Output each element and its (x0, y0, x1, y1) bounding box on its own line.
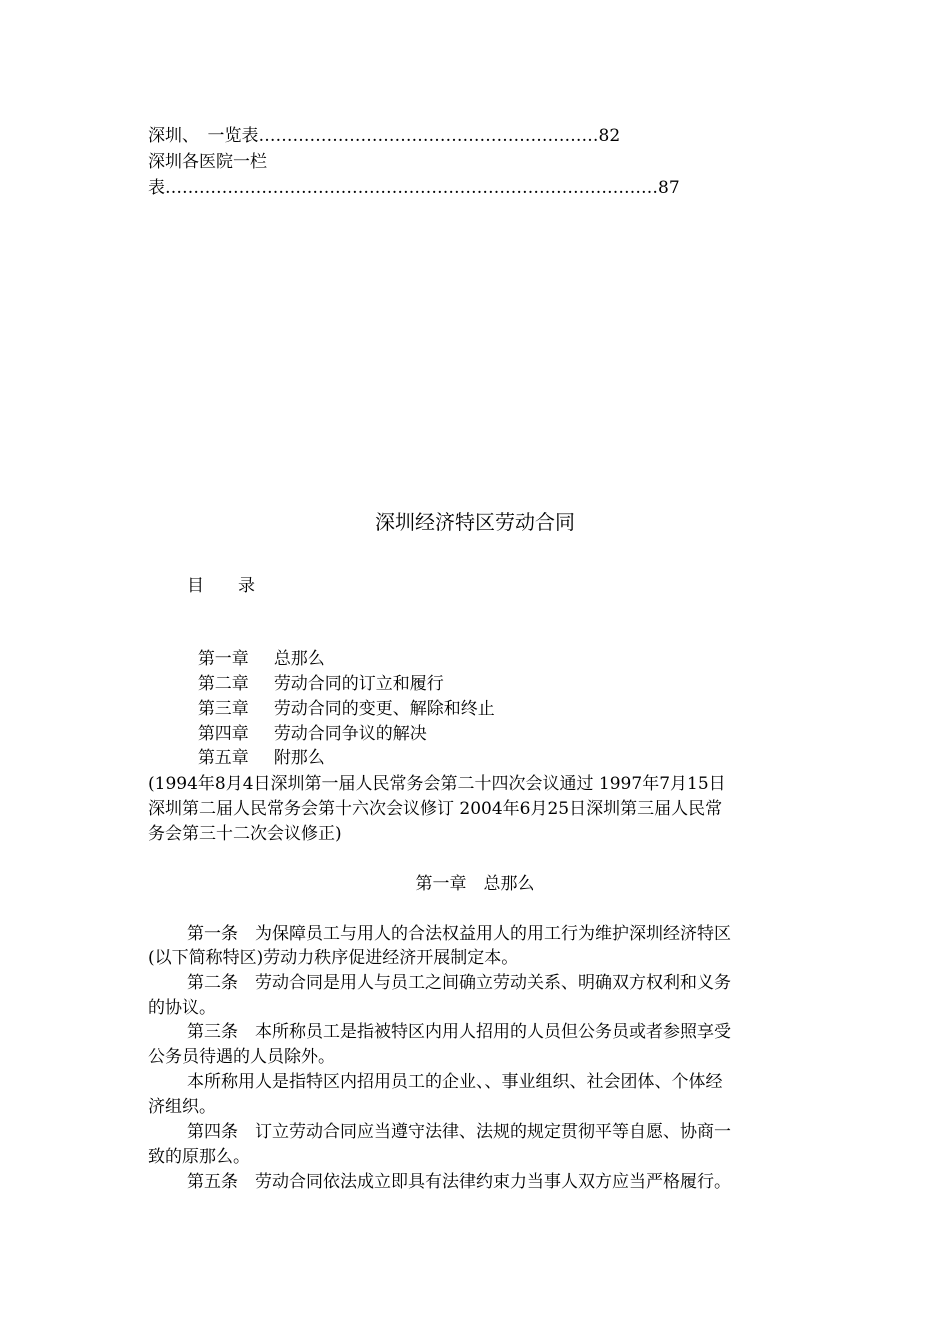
chapter-number: 第一章 (197, 649, 249, 669)
article-line: 公务员待遇的人员除外。 (148, 1047, 335, 1067)
toc-entry-line: 深圳、 一览表……………………………………………………82 (148, 126, 621, 146)
article-line: (以下简称特区)劳动力秩序促进经济开展制定本。 (148, 948, 519, 968)
chapter-number: 第二章 (197, 674, 249, 694)
chapter-list-item (187, 722, 325, 770)
article-line: 第五条 劳动合同依法成立即具有法律约束力当事人双方应当严格履行。 (187, 1172, 731, 1192)
chapter-title: 总那么 (273, 649, 325, 669)
article-line: 的协议。 (148, 998, 216, 1018)
legislative-note-line: 务会第三十二次会议修正) (148, 824, 342, 844)
legislative-note-line: (1994年8月4日深圳第一届人民常务会第二十四次会议通过 1997年7月15日 (148, 774, 726, 794)
toc-entry-line: 深圳各医院一栏 (148, 152, 267, 172)
chapter-number: 第四章 (197, 724, 249, 744)
contents-heading: 目 录 (187, 576, 255, 596)
chapter-title: 劳动合同的变更、解除和终止 (273, 699, 495, 719)
article-line: 第三条 本所称员工是指被特区内用人招用的人员但公务员或者参照享受 (187, 1022, 731, 1042)
toc-entry-line: 表……………………………………………………………………………87 (148, 178, 680, 198)
chapter-title: 附那么 (273, 748, 325, 768)
article-line: 致的原那么。 (148, 1147, 250, 1167)
article-line: 第四条 订立劳动合同应当遵守法律、法规的规定贯彻平等自愿、协商一 (187, 1122, 731, 1142)
article-line: 济组织。 (148, 1097, 216, 1117)
document-title: 深圳经济特区劳动合同 (375, 510, 575, 534)
article-line: 第一条 为保障员工与用人的合法权益用人的用工行为维护深圳经济特区 (187, 924, 731, 944)
chapter-heading: 第一章 总那么 (415, 874, 535, 894)
legislative-note-line: 深圳第二届人民常务会第十六次会议修订 2004年6月25日深圳第三届人民常 (148, 799, 723, 819)
article-line: 本所称用人是指特区内招用员工的企业、、事业组织、社会团体、个体经 (187, 1072, 723, 1092)
article-line: 第二条 劳动合同是用人与员工之间确立劳动关系、明确双方权利和义务 (187, 973, 731, 993)
chapter-title: 劳动合同的订立和履行 (273, 674, 444, 694)
chapter-number: 第三章 (197, 699, 249, 719)
chapter-title: 劳动合同争议的解决 (273, 724, 427, 744)
chapter-number: 第五章 (197, 748, 249, 768)
